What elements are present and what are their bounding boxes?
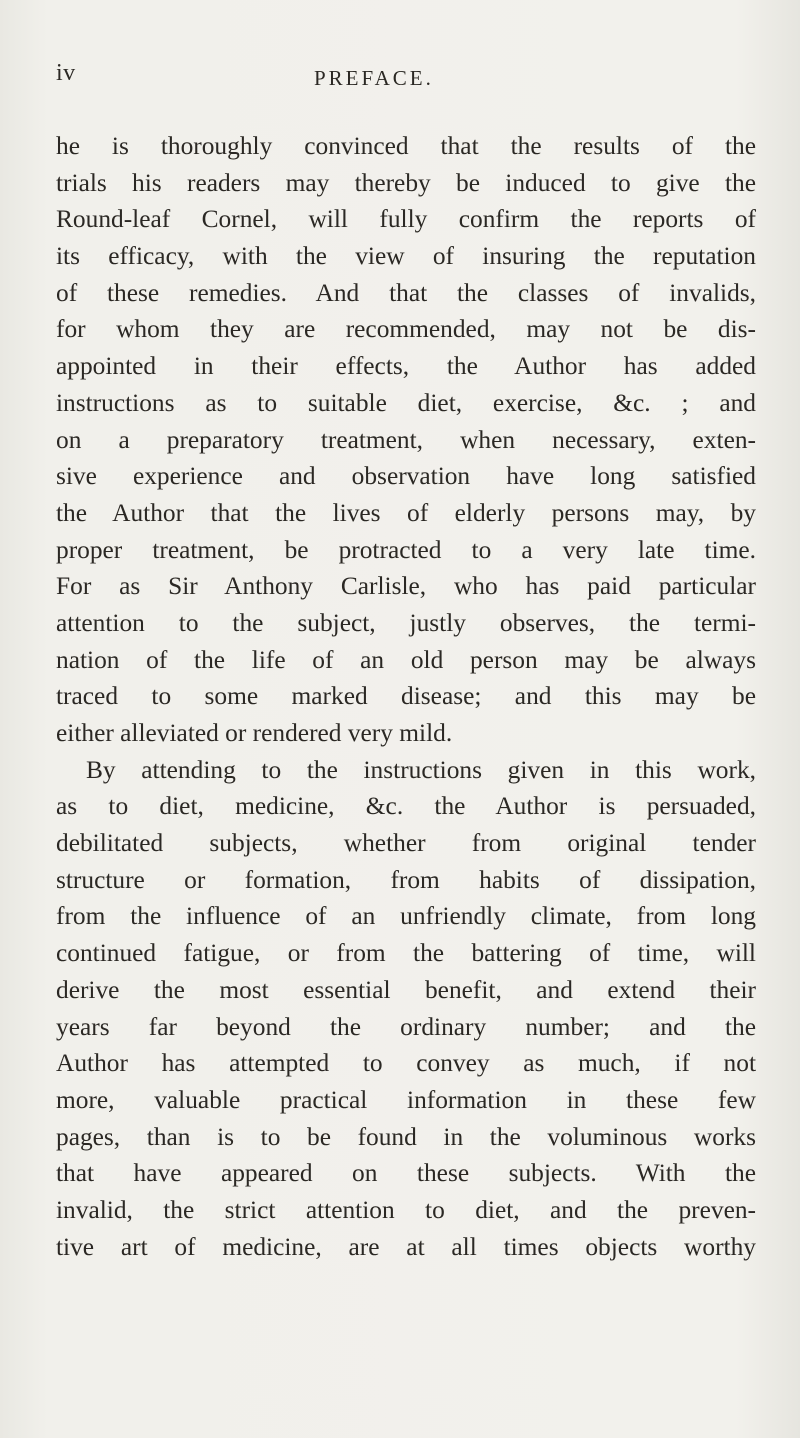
text-line: appointed in their effects, the Author has added: [56, 352, 756, 381]
running-head: PREFACE.: [314, 66, 434, 90]
text-line: structure or formation, from habits of dissipation,: [56, 865, 756, 894]
text-line: For as Sir Anthony Carlisle, who has paid particular: [56, 572, 756, 601]
text-line: Round-leaf Cornel, will fully confirm the reports of: [56, 205, 756, 234]
text-line: derive the most essential benefit, and extend their: [56, 975, 756, 1004]
text-line: for whom they are recommended, may not be dis-: [56, 315, 756, 344]
text-line: that have appeared on these subjects. With the: [56, 1159, 756, 1188]
page-header: [56, 60, 756, 96]
text-line: attention to the subject, justly observes, the termi-: [56, 608, 756, 637]
text-line: more, valuable practical information in these few: [56, 1085, 756, 1114]
text-line: instructions as to suitable diet, exercise, &c. ; and: [56, 388, 756, 417]
text-line: debilitated subjects, whether from original tender: [56, 829, 756, 858]
text-line: nation of the life of an old person may be always: [56, 645, 756, 674]
paragraph-start-line: By attending to the instructions given in this work,: [86, 755, 756, 784]
page-number: iv: [56, 60, 76, 86]
text-line: proper treatment, be protracted to a very late time.: [56, 535, 756, 564]
text-line: its efficacy, with the view of insuring the reputation: [56, 242, 756, 271]
text-line: trials his readers may thereby be induced to give the: [56, 168, 756, 197]
text-line: invalid, the strict attention to diet, and the preven-: [56, 1195, 756, 1224]
text-line: as to diet, medicine, &c. the Author is persuaded,: [56, 792, 756, 821]
text-line: from the influence of an unfriendly climate, from long: [56, 902, 756, 931]
text-line: he is thoroughly convinced that the results of the: [56, 132, 756, 160]
text-line: the Author that the lives of elderly persons may, by: [56, 498, 756, 527]
text-line: sive experience and observation have long satisfied: [56, 462, 756, 491]
text-line: of these remedies. And that the classes of invalids,: [56, 278, 756, 307]
text-line: pages, than is to be found in the voluminous works: [56, 1122, 756, 1151]
text-line: tive art of medicine, are at all times objects worthy: [56, 1232, 756, 1261]
text-line: on a preparatory treatment, when necessary, exten-: [56, 425, 756, 454]
text-line: Author has attempted to convey as much, if not: [56, 1049, 756, 1078]
text-line: years far beyond the ordinary number; and the: [56, 1012, 756, 1041]
body-text: [56, 128, 756, 1265]
text-line: traced to some marked disease; and this may be: [56, 682, 756, 711]
paragraph-end-line: either alleviated or rendered very mild.: [56, 719, 453, 747]
text-line: continued fatigue, or from the battering of time, will: [56, 939, 756, 968]
